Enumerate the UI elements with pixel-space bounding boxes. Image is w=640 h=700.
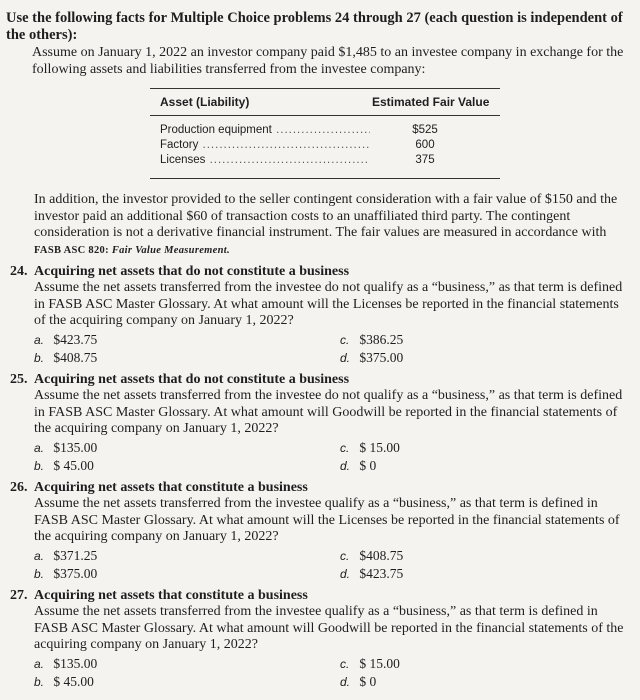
question-title: Acquiring net assets that constitute a business xyxy=(34,480,308,495)
option-letter: a. xyxy=(34,657,45,671)
option-text: $ 15.00 xyxy=(359,440,400,455)
question-number: 26. xyxy=(10,480,28,495)
option-letter: c. xyxy=(340,333,350,347)
option-text: $386.25 xyxy=(359,332,404,347)
fasb-reference-title: Fair Value Measurement. xyxy=(111,244,230,256)
option-text: $ 0 xyxy=(359,674,377,689)
fasb-reference-code: FASB ASC 820: xyxy=(34,244,109,256)
column-header-asset: Asset (Liability) xyxy=(160,95,250,109)
option-c[interactable] xyxy=(340,548,403,565)
option-text: $135.00 xyxy=(53,440,98,455)
option-d[interactable] xyxy=(340,458,376,475)
column-header-fair-value: Estimated Fair Value xyxy=(372,95,490,109)
question-number: 24. xyxy=(10,264,28,279)
question-number: 25. xyxy=(10,372,28,387)
option-text: $ 0 xyxy=(359,458,377,473)
option-d[interactable] xyxy=(340,674,376,691)
option-letter: d. xyxy=(340,675,351,689)
option-letter: b. xyxy=(34,567,45,581)
option-text: $ 45.00 xyxy=(53,458,94,473)
question-number: 27. xyxy=(10,588,28,603)
option-letter: b. xyxy=(34,459,45,473)
table-body xyxy=(150,116,500,179)
option-b[interactable] xyxy=(34,674,94,691)
question-body: Assume the net assets transferred from the investee qualify as a “business,” as that term is defined in FASB ASC Master Glossary. At what amount will the Licenses be reported in the financial statements of the acquiring company on January 1, 2022? xyxy=(34,496,620,544)
row-value: 600 xyxy=(415,139,435,151)
intro-paragraph: Assume on January 1, 2022 an investor company paid $1,485 to an investee company in exchange for the following assets and liabilities transferred from the investee company: xyxy=(32,45,624,77)
option-a[interactable] xyxy=(34,548,97,565)
fair-value-table xyxy=(150,88,500,179)
option-text: $423.75 xyxy=(53,332,98,347)
option-text: $ 15.00 xyxy=(359,656,400,671)
option-b[interactable] xyxy=(34,566,97,583)
question-body: Assume the net assets transferred from the investee do not qualify as a “business,” as that term is defined in FASB ASC Master Glossary. At what amount will the Licenses be reported in the financial statements of the acquiring company on January 1, 2022? xyxy=(34,280,623,328)
table-header xyxy=(150,88,500,116)
row-label: Factory ..... xyxy=(160,139,370,151)
option-letter: b. xyxy=(34,675,45,689)
option-text: $408.75 xyxy=(359,548,404,563)
option-a[interactable] xyxy=(34,440,97,457)
question-body: Assume the net assets transferred from the investee qualify as a “business,” as that term is defined in FASB ASC Master Glossary. At what amount will Goodwill be reported in the financial statements of the acquiring company on January 1, 2022? xyxy=(34,604,624,652)
option-text: $423.75 xyxy=(359,566,404,581)
paragraph-text: In addition, the investor provided to the seller contingent consideration with a fair value of $150 and the investor paid an additional $60 of transaction costs to an unaffiliated third party. The contingent consideration is not a derivative financial instrument. The fair values are measured in accordance with xyxy=(34,192,618,240)
question-title: Acquiring net assets that constitute a business xyxy=(34,588,308,603)
option-d[interactable] xyxy=(340,350,403,367)
option-c[interactable] xyxy=(340,440,400,457)
option-text: $371.25 xyxy=(53,548,98,563)
row-label: Production equipment ..... xyxy=(160,124,370,136)
fasb-reference xyxy=(34,245,230,256)
option-text: $375.00 xyxy=(359,350,404,365)
option-letter: b. xyxy=(34,351,45,365)
question-title: Acquiring net assets that do not constitute a business xyxy=(34,372,350,387)
option-text: $135.00 xyxy=(53,656,98,671)
option-letter: a. xyxy=(34,441,45,455)
option-letter: d. xyxy=(340,567,351,581)
row-label: Licenses ..... xyxy=(160,154,370,166)
row-value: $525 xyxy=(412,124,438,136)
table-row xyxy=(150,124,500,139)
option-d[interactable] xyxy=(340,566,403,583)
option-c[interactable] xyxy=(340,332,403,349)
option-text: $ 45.00 xyxy=(53,674,94,689)
question-title: Acquiring net assets that do not constitute a business xyxy=(34,264,350,279)
option-letter: c. xyxy=(340,441,350,455)
option-text: $375.00 xyxy=(53,566,98,581)
option-c[interactable] xyxy=(340,656,400,673)
option-a[interactable] xyxy=(34,332,97,349)
option-letter: a. xyxy=(34,333,45,347)
option-letter: c. xyxy=(340,549,350,563)
question-body: Assume the net assets transferred from the investee do not qualify as a “business,” as that term is defined in FASB ASC Master Glossary. At what amount will Goodwill be reported in the financial statements of the acquiring company on January 1, 2022? xyxy=(34,388,623,436)
option-a[interactable] xyxy=(34,656,97,673)
option-b[interactable] xyxy=(34,458,94,475)
instructions-header: Use the following facts for Multiple Choice problems 24 through 27 (each question is independent of the others): xyxy=(6,10,623,43)
row-value: 375 xyxy=(415,154,435,166)
option-b[interactable] xyxy=(34,350,97,367)
contingent-consideration-paragraph xyxy=(34,192,624,259)
option-letter: d. xyxy=(340,351,351,365)
option-letter: d. xyxy=(340,459,351,473)
option-text: $408.75 xyxy=(53,350,98,365)
option-letter: a. xyxy=(34,549,45,563)
table-row xyxy=(150,154,500,169)
table-row xyxy=(150,139,500,154)
option-letter: c. xyxy=(340,657,350,671)
